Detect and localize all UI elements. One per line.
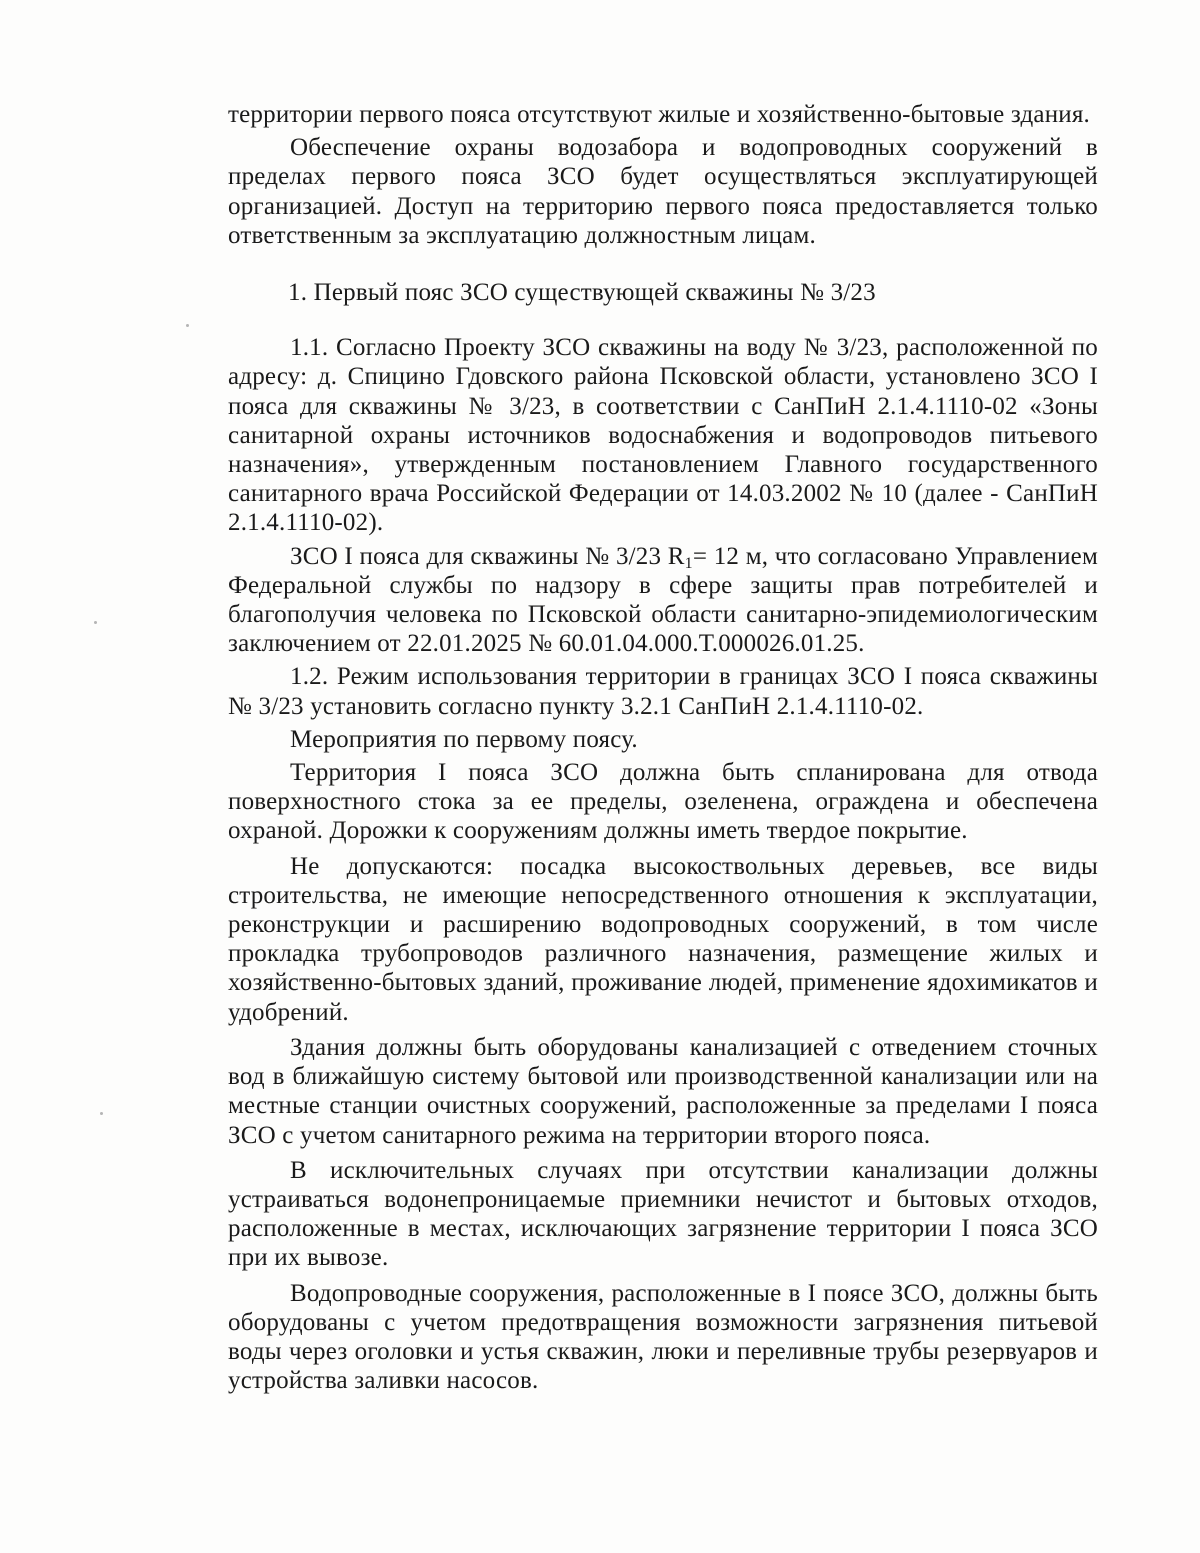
paragraph-measures-title: Мероприятия по первому поясу.: [290, 725, 638, 753]
paragraph-intro-continuation: территории первого пояса отсутствуют жилые и хозяйственно-бытовые здания.: [228, 101, 1090, 128]
section-heading: 1. Первый пояс ЗСО существующей скважины № 3/23: [288, 279, 876, 307]
paragraph-water-structures: Водопроводные сооружения, расположенные в I поясе ЗСО, должны быть оборудованы с учетом предотвращения возможности загрязнения питьевой воды через оголовки и устья скважин, люки и переливные трубы резервуаров и устройства заливки насосов.: [228, 1279, 1098, 1395]
paragraph-exceptional-cases: В исключительных случаях при отсутствии канализации должны устраиваться водонепроницаемые приемники нечистот и бытовых отходов, расположенные в местах, исключающих загрязнение территории I пояса ЗСО при их вывозе.: [228, 1156, 1098, 1272]
radius-text-after: = 12 м, что согласовано Управлением Федеральной службы по надзору в сфере защиты прав потребителей и благополучия человека по Псковской области санитарно-эпидемиологическим заключением от 22.01.2025 № 60.01.04.000.Т.000026.01.25.: [228, 542, 1098, 658]
radius-subscript: 1: [684, 554, 693, 572]
paragraph-radius-approval: [228, 542, 1098, 659]
scan-speck: [94, 621, 97, 624]
paragraph-1-2: 1.2. Режим использования территории в границах ЗСО I пояса скважины № 3/23 установить согласно пункту 3.2.1 СанПиН 2.1.4.1110-02.: [228, 663, 1098, 720]
paragraph-1-1: 1.1. Согласно Проекту ЗСО скважины на воду № 3/23, расположенной по адресу: д. Спицино Гдовского района Псковской области, установлено ЗСО I пояса для скважины № 3/23, в соответствии с СанПиН 2.1.4.1110-02 «Зоны санитарной охраны источников водоснабжения и водопроводов питьевого назначения», утвержденным постановлением Главного государственного санитарного врача Российской Федерации от 14.03.2002 № 10 (далее - СанПиН 2.1.4.1110-02).: [228, 334, 1098, 537]
paragraph-territory: Территория I пояса ЗСО должна быть спланирована для отвода поверхностного стока за ее пределы, озеленена, ограждена и обеспечена охраной. Дорожки к сооружениям должны иметь твердое покрытие.: [228, 759, 1098, 845]
paragraph-protection-provision: Обеспечение охраны водозабора и водопроводных сооружений в пределах первого пояса ЗСО будет осуществляться эксплуатирующей организацией. Доступ на территорию первого пояса предоставляется только ответственным за эксплуатацию должностным лицам.: [228, 134, 1098, 249]
paragraph-not-allowed: Не допускаются: посадка высокоствольных деревьев, все виды строительства, не имеющие непосредственного отношения к эксплуатации, реконструкции и расширению водопроводных сооружений, в том числе прокладка трубопроводов различного назначения, размещение жилых и хозяйственно-бытовых зданий, проживание людей, применение ядохимикатов и удобрений.: [228, 852, 1098, 1026]
radius-text-before: ЗСО I пояса для скважины № 3/23 R: [290, 542, 685, 570]
document-body: [228, 100, 1098, 1395]
paragraph-buildings-sewerage: Здания должны быть оборудованы канализацией с отведением сточных вод в ближайшую систему бытовой или производственной канализации или на местные станции очистных сооружений, расположенные за пределами I пояса ЗСО с учетом санитарного режима на территории второго пояса.: [228, 1033, 1098, 1149]
scan-speck: [100, 1112, 103, 1115]
scan-speck: [186, 324, 189, 327]
